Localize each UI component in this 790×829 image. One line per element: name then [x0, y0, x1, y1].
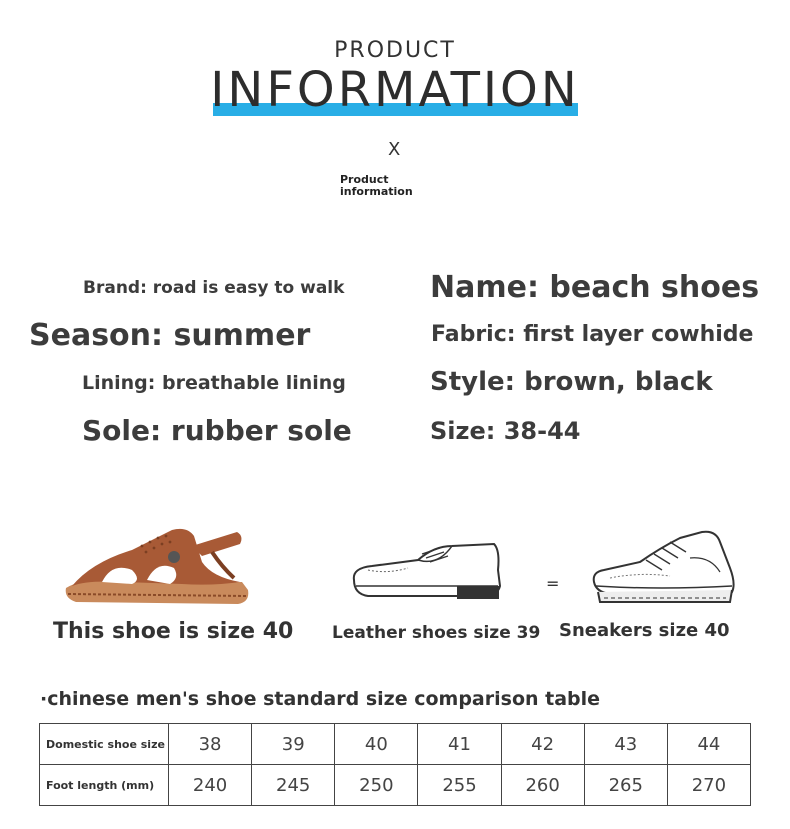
header-x-mark: X: [388, 139, 401, 160]
sneaker-image: [590, 528, 738, 608]
table-cell: 43: [584, 724, 667, 765]
size-comparison-table: [39, 723, 751, 806]
leather-caption: Leather shoes size 39: [332, 623, 541, 643]
table-cell: 38: [169, 724, 252, 765]
sneaker-caption: Sneakers size 40: [559, 620, 730, 641]
header-subtitle-line2: information: [340, 185, 413, 198]
leather-shoe-image: [348, 540, 504, 602]
table-cell: 270: [667, 765, 750, 806]
spec-name: Name: beach shoes: [430, 270, 760, 305]
spec-style: Style: brown, black: [430, 367, 713, 397]
header-subtitle-line1: Product: [340, 173, 389, 186]
header-small-title: PRODUCT: [334, 38, 456, 63]
spec-size: Size: 38-44: [430, 417, 581, 445]
size-table-title: ·chinese men's shoe standard size comparison table: [40, 688, 601, 710]
sandal-image: [62, 522, 252, 608]
spec-sole: Sole: rubber sole: [82, 414, 352, 447]
spec-season: Season: summer: [29, 318, 311, 353]
table-cell: 255: [418, 765, 501, 806]
table-cell: 260: [501, 765, 584, 806]
header-subtitle: [340, 174, 460, 198]
row-header-foot-length: Foot length (mm): [40, 765, 169, 806]
sandal-caption: This shoe is size 40: [53, 619, 294, 644]
table-cell: 250: [335, 765, 418, 806]
spec-lining: Lining: breathable lining: [82, 372, 346, 394]
row-header-shoe-size: Domestic shoe size: [40, 724, 169, 765]
equals-sign: =: [546, 574, 560, 593]
table-cell: 39: [252, 724, 335, 765]
table-cell: 245: [252, 765, 335, 806]
table-cell: 41: [418, 724, 501, 765]
spec-brand: Brand: road is easy to walk: [83, 278, 345, 298]
table-cell: 265: [584, 765, 667, 806]
table-cell: 42: [501, 724, 584, 765]
spec-fabric: Fabric: first layer cowhide: [431, 322, 754, 347]
table-cell: 44: [667, 724, 750, 765]
table-row: [40, 724, 751, 765]
header-big-title: INFORMATION: [210, 62, 580, 118]
table-cell: 40: [335, 724, 418, 765]
table-cell: 240: [169, 765, 252, 806]
table-row: [40, 765, 751, 806]
